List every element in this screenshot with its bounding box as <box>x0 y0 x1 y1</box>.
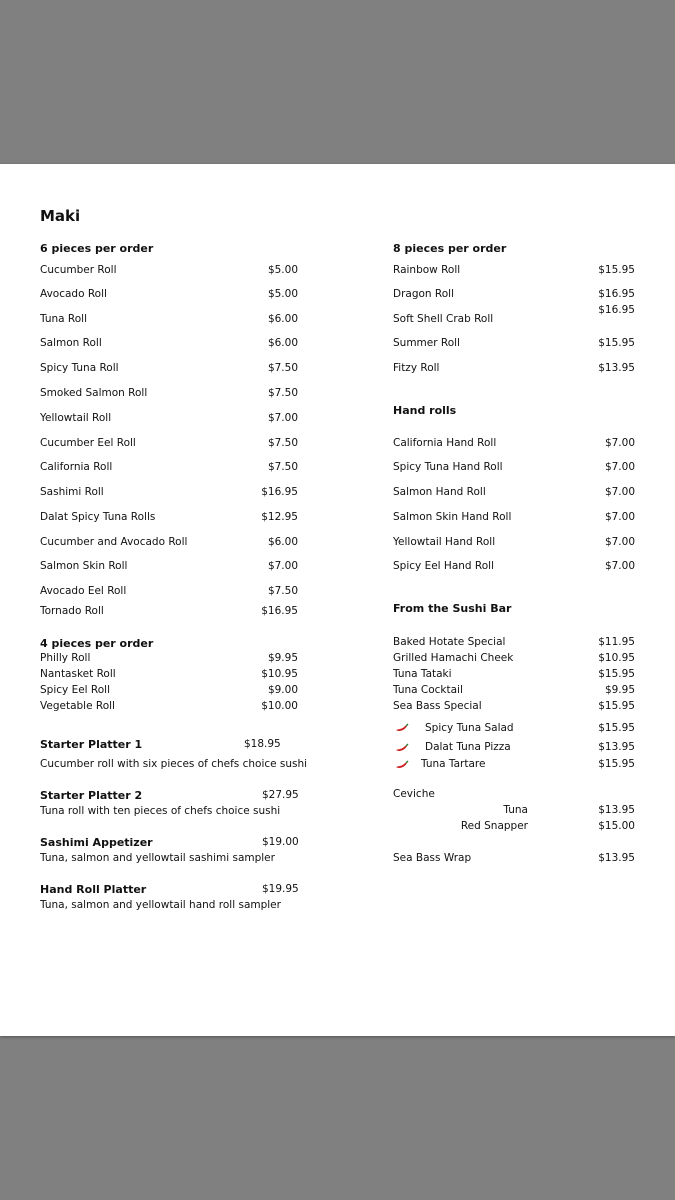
platter-description: Cucumber roll with six pieces of chefs choice sushi <box>40 758 308 770</box>
menu-item-price: $15.95 <box>598 700 635 712</box>
menu-item-name: Vegetable Roll <box>40 700 115 712</box>
menu-item-price: $6.00 <box>267 337 298 349</box>
menu-item-price: $7.00 <box>267 412 298 424</box>
sushi-bar-heading: From the Sushi Bar <box>393 602 512 615</box>
menu-item-price: $7.50 <box>267 387 298 399</box>
menu-item-price: $6.00 <box>267 313 298 325</box>
menu-item-price: $7.00 <box>604 511 635 523</box>
platter-price: $18.95 <box>244 738 281 750</box>
menu-item-name: Cucumber and Avocado Roll <box>40 536 188 548</box>
menu-item-price: $7.00 <box>604 536 635 548</box>
chili-pepper-icon <box>395 760 409 770</box>
menu-item-name: Salmon Roll <box>40 337 102 349</box>
menu-item-price: $16.95 <box>261 605 298 617</box>
six-pieces-heading: 6 pieces per order <box>40 242 154 255</box>
platter-name: Sashimi Appetizer <box>40 836 153 849</box>
menu-item-name: Red Snapper <box>460 820 528 832</box>
menu-item-name: Sea Bass Special <box>393 700 482 712</box>
menu-item-price: $5.00 <box>267 264 298 276</box>
menu-item-price: $7.00 <box>604 486 635 498</box>
menu-item-price: $12.95 <box>261 511 298 523</box>
menu-item-name: Fitzy Roll <box>393 362 440 374</box>
menu-item-price: $16.95 <box>261 486 298 498</box>
menu-item-name: Spicy Tuna Roll <box>40 362 119 374</box>
menu-item-name: Avocado Roll <box>40 288 107 300</box>
menu-item-name: Spicy Tuna Hand Roll <box>393 461 503 473</box>
menu-item-name: Grilled Hamachi Cheek <box>393 652 514 664</box>
menu-item-name: Summer Roll <box>393 337 460 349</box>
menu-item-name: Dalat Spicy Tuna Rolls <box>40 511 156 523</box>
menu-item-price: $7.50 <box>267 585 298 597</box>
menu-item-price: $15.95 <box>598 264 635 276</box>
menu-item-name: Sashimi Roll <box>40 486 104 498</box>
menu-item-price: $9.00 <box>267 684 298 696</box>
platter-name: Starter Platter 2 <box>40 789 143 802</box>
chili-pepper-icon <box>395 743 409 753</box>
menu-item-price: $13.95 <box>598 741 635 753</box>
four-pieces-heading: 4 pieces per order <box>40 637 154 650</box>
menu-item-price: $7.00 <box>604 461 635 473</box>
menu-item-name: Spicy Eel Roll <box>40 684 111 696</box>
menu-item-name: Tuna Roll <box>40 313 87 325</box>
page-title: Maki <box>40 207 81 225</box>
platter-price: $27.95 <box>262 789 299 801</box>
menu-item-name: Cucumber Eel Roll <box>40 437 136 449</box>
menu-item-name: Dragon Roll <box>393 288 455 300</box>
menu-item-price: $13.95 <box>598 804 635 816</box>
menu-item-name: Tuna Tartare <box>421 758 486 770</box>
platter-description: Tuna, salmon and yellowtail hand roll sampler <box>40 899 281 911</box>
menu-item-name: Rainbow Roll <box>393 264 461 276</box>
menu-item-price: $16.95 <box>598 304 635 316</box>
menu-item-name: Yellowtail Roll <box>40 412 112 424</box>
menu-item-price: $15.95 <box>598 668 635 680</box>
menu-item-price: $13.95 <box>598 362 635 374</box>
menu-item-name: Philly Roll <box>40 652 91 664</box>
menu-item-price: $7.00 <box>267 560 298 572</box>
menu-item-price: $9.95 <box>604 684 635 696</box>
menu-item-name: Salmon Skin Roll <box>40 560 128 572</box>
menu-item-price: $10.00 <box>261 700 298 712</box>
menu-item-name: Salmon Skin Hand Roll <box>393 511 512 523</box>
platter-price: $19.00 <box>262 836 299 848</box>
menu-item-price: $15.00 <box>598 820 635 832</box>
menu-item-price: $16.95 <box>598 288 635 300</box>
menu-item-price: $7.00 <box>604 560 635 572</box>
menu-item-price: $15.95 <box>598 722 635 734</box>
eight-pieces-heading: 8 pieces per order <box>393 242 507 255</box>
platter-name: Hand Roll Platter <box>40 883 147 896</box>
menu-item-price: $15.95 <box>598 758 635 770</box>
platter-description: Tuna roll with ten pieces of chefs choice sushi <box>40 805 281 817</box>
menu-item-name: Avocado Eel Roll <box>40 585 127 597</box>
menu-item-price: $7.00 <box>604 437 635 449</box>
ceviche-heading: Ceviche <box>393 788 435 800</box>
menu-item-name: Soft Shell Crab Roll <box>393 313 494 325</box>
platter-name: Starter Platter 1 <box>40 738 143 751</box>
hand-rolls-heading: Hand rolls <box>393 404 457 417</box>
menu-item-name: Smoked Salmon Roll <box>40 387 148 399</box>
menu-item-name: Tuna <box>503 804 528 816</box>
menu-item-price: $5.00 <box>267 288 298 300</box>
menu-item-price: $6.00 <box>267 536 298 548</box>
menu-item-name: Tuna Tataki <box>393 668 452 680</box>
menu-item-price: $15.95 <box>598 337 635 349</box>
menu-item-price: $13.95 <box>598 852 635 864</box>
menu-page <box>0 164 675 1036</box>
menu-item-name: Yellowtail Hand Roll <box>393 536 496 548</box>
menu-item-name: Baked Hotate Special <box>393 636 506 648</box>
menu-item-name: Tornado Roll <box>40 605 104 617</box>
menu-item-price: $10.95 <box>261 668 298 680</box>
menu-item-name: California Roll <box>40 461 113 473</box>
menu-item-price: $7.50 <box>267 461 298 473</box>
chili-pepper-icon <box>395 723 409 733</box>
menu-item-name: Dalat Tuna Pizza <box>425 741 511 753</box>
menu-item-name: Spicy Tuna Salad <box>425 722 514 734</box>
menu-item-price: $10.95 <box>598 652 635 664</box>
menu-item-name: Tuna Cocktail <box>393 684 463 696</box>
platter-price: $19.95 <box>262 883 299 895</box>
menu-item-name: Nantasket Roll <box>40 668 116 680</box>
menu-item-name: California Hand Roll <box>393 437 497 449</box>
menu-item-name: Cucumber Roll <box>40 264 117 276</box>
menu-item-price: $9.95 <box>267 652 298 664</box>
menu-item-price: $11.95 <box>598 636 635 648</box>
menu-item-name: Spicy Eel Hand Roll <box>393 560 494 572</box>
platter-description: Tuna, salmon and yellowtail sashimi sampler <box>40 852 275 864</box>
menu-item-name: Salmon Hand Roll <box>393 486 486 498</box>
menu-item-price: $7.50 <box>267 437 298 449</box>
menu-item-price: $7.50 <box>267 362 298 374</box>
menu-item-name: Sea Bass Wrap <box>393 852 472 864</box>
